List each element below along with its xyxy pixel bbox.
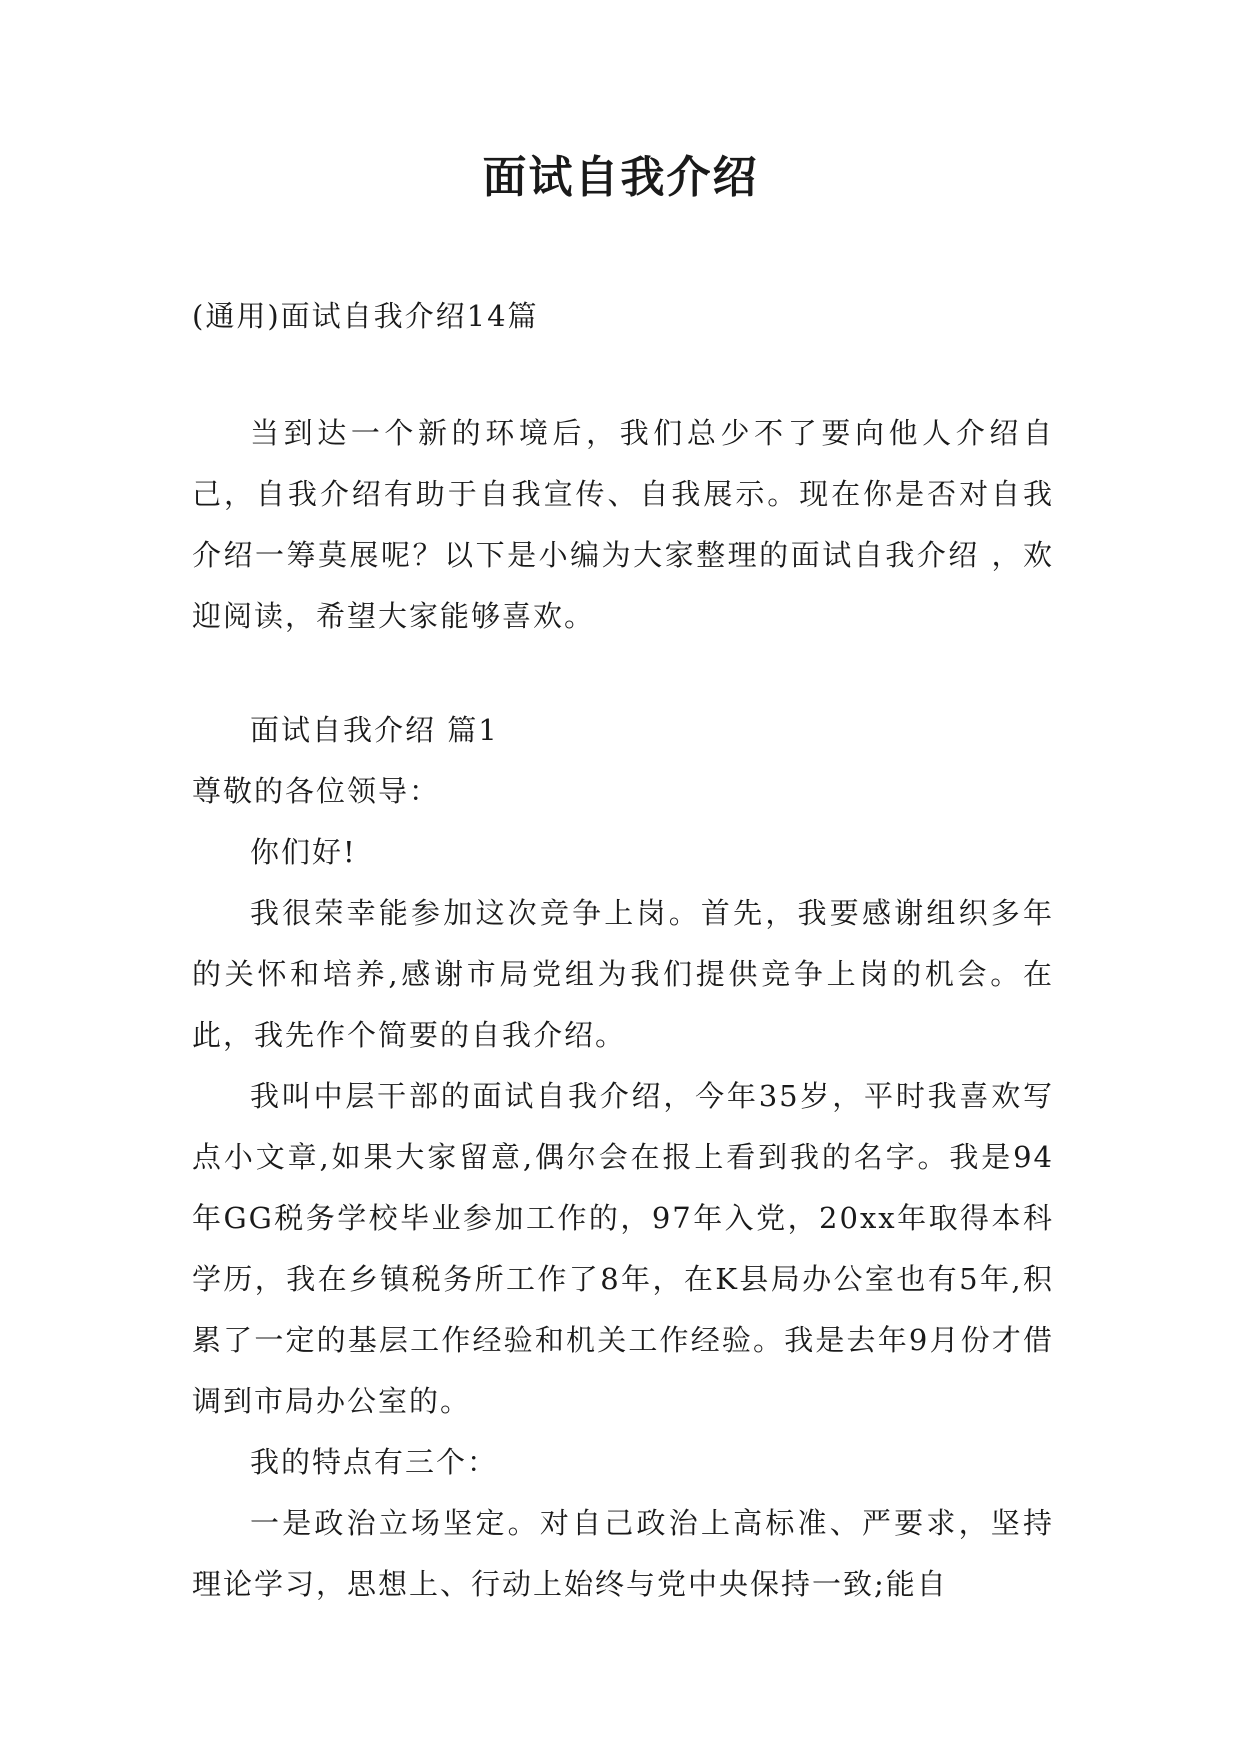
body-paragraph: 我很荣幸能参加这次竞争上岗。首先，我要感谢组织多年的关怀和培养,感谢市局党组为我们提供竞争上岗的机会。在此，我先作个简要的自我介绍。 [192,896,1054,1052]
body-paragraph: 我的特点有三个： [250,1445,499,1479]
document-subtitle: (通用)面试自我介绍14篇 [192,299,539,333]
intro-paragraph: 当到达一个新的环境后，我们总少不了要向他人介绍自己，自我介绍有助于自我宣传、自我展示。现在你是否对自我介绍一筹莫展呢？以下是小编为大家整理的面试自我介绍 ，欢迎阅读，希望大家能够喜欢。 [192,416,1054,633]
document-title: 面试自我介绍 [482,152,759,203]
body-paragraph: 我叫中层干部的面试自我介绍，今年35岁，平时我喜欢写点小文章,如果大家留意,偶尔会在报上看到我的名字。我是94年GG税务学校毕业参加工作的，97年入党，20xx年取得本科学历，我在乡镇税务所工作了8年，在K县局办公室也有5年,积累了一定的基层工作经验和机关工作经验。我是去年9月份才借调到市局办公室的。 [192,1079,1054,1418]
salutation: 尊敬的各位领导： [192,774,441,808]
body-paragraph: 一是政治立场坚定。对自己政治上高标准、严要求，坚持理论学习，思想上、行动上始终与党中央保持一致;能自 [192,1506,1054,1601]
main-content [192,700,1054,1615]
greeting: 你们好! [250,835,357,869]
section-heading: 面试自我介绍 篇1 [250,713,499,747]
intro-section [192,403,1054,647]
